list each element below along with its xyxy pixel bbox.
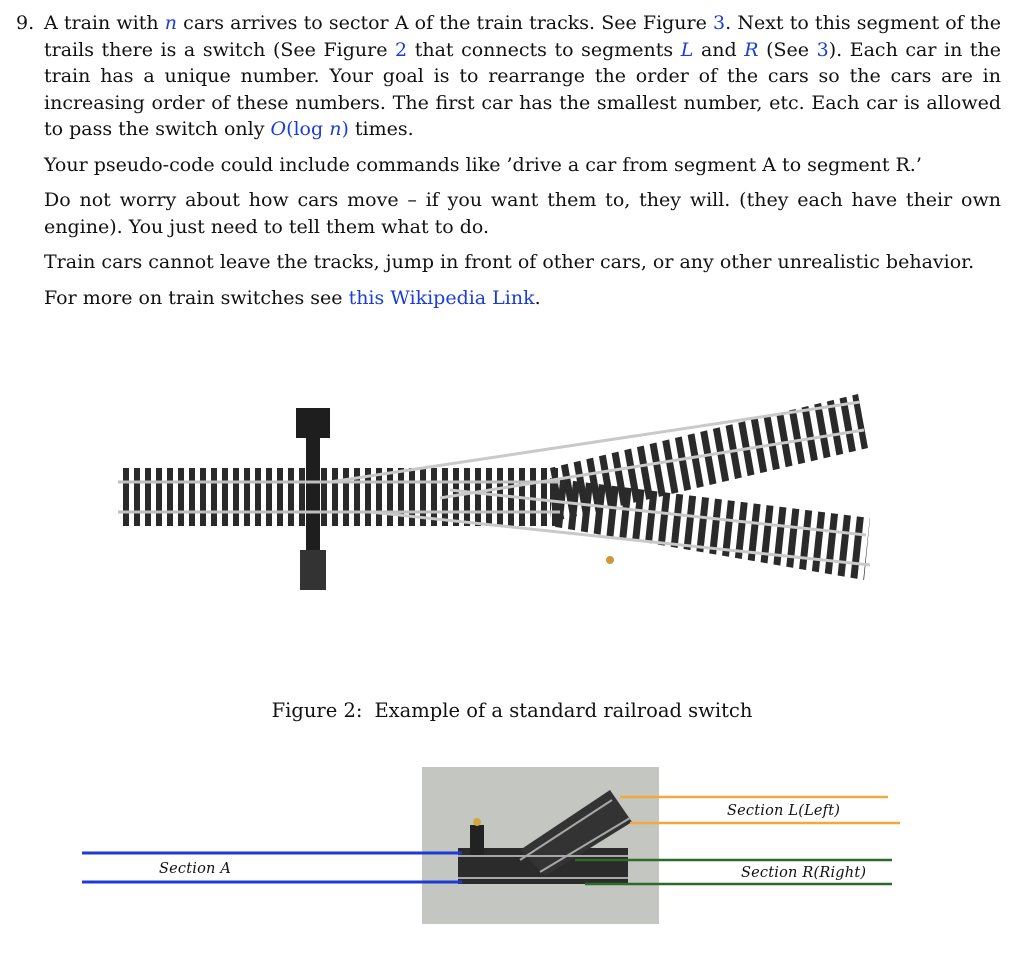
wikipedia-link[interactable]: this Wikipedia Link [348, 286, 535, 309]
math-n: n [164, 12, 178, 34]
section-a-label: Section A [159, 861, 232, 877]
problem-number: 9. [16, 12, 35, 34]
math-R: R [744, 38, 759, 61]
figure-2-caption-text: Example of a standard railroad switch [374, 699, 753, 722]
railroad-switch-image [110, 390, 880, 610]
section-l-label: Section L(Left) [727, 803, 841, 819]
paragraph-2: Your pseudo-code could include commands like ’drive a car from segment A to segment R.’ [44, 153, 922, 176]
figure-2-label: Figure 2: [271, 699, 363, 722]
problem-9 [16, 10, 1001, 311]
section-r-label: Section R(Right) [741, 865, 867, 881]
math-L: L [680, 38, 694, 61]
paragraph-3: Do not worry about how cars move – if you want them to, they will. (they each have their own engine). You just need to tell them what to do. [44, 189, 1001, 238]
paragraph-4: Train cars cannot leave the tracks, jump in front of other cars, or any other unrealistic behavior. [44, 251, 975, 273]
figure-3-diagram [0, 760, 1024, 940]
figure-2-caption [0, 699, 1024, 722]
paragraph-5: For more on train switches see this Wikipedia Link. [44, 286, 541, 309]
figure-2-ref[interactable]: 2 [395, 38, 408, 61]
figure-3-ref-2[interactable]: 3 [816, 38, 829, 61]
paragraph-1: A train with n cars arrives to sector A of the train tracks. See Figure 3. Next to this segment of the trails there is a switch (See Figure 2 that connects to segments L and R (See 3). Each car in the train has a unique number. Your goal is to rearrange the order of the cars so the cars are in increasing order of these numbers. The first car has the smallest number, etc. Each car is allowed to pass the switch only O(log n) times. [44, 12, 1001, 140]
math-bigo: O(log n) [270, 118, 349, 140]
figure-3-ref[interactable]: 3 [713, 12, 726, 34]
